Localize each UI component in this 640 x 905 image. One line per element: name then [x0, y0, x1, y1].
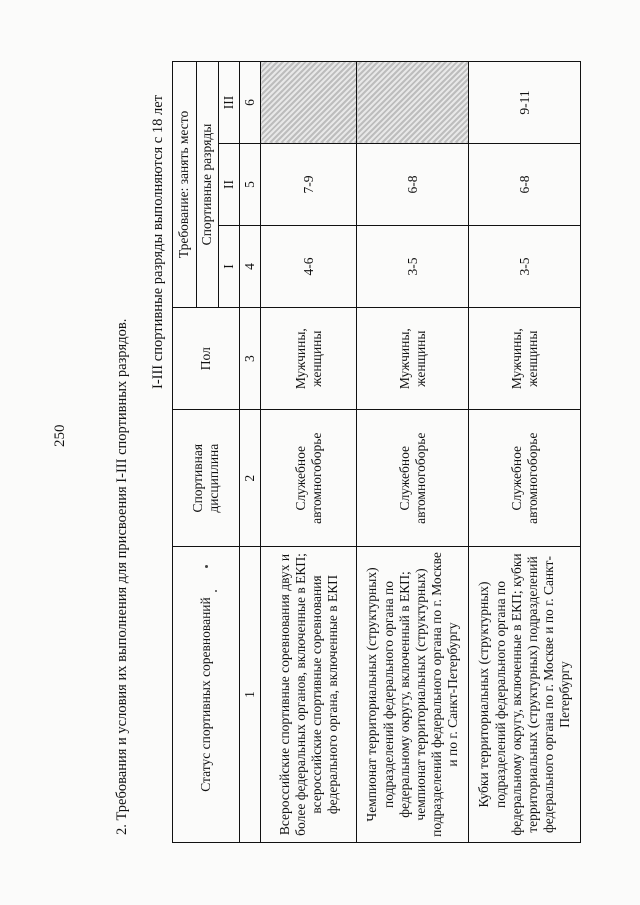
col-number: 4 — [240, 225, 261, 307]
row-status: Кубки территориальных (структурных) подразделений федерального органа по федеральному округу, включенные в ЕКП; кубки территориальных (структурных) подразделений федерального органа по г. Москве и по г. Санкт-Петербургу — [469, 547, 581, 843]
row-sex: Мужчины, женщины — [357, 307, 469, 409]
row-sex: Мужчины, женщины — [261, 307, 357, 409]
table-row — [469, 62, 581, 843]
col-number: 5 — [240, 144, 261, 226]
col-number: 3 — [240, 307, 261, 409]
rotated-content — [110, 55, 640, 855]
row-rank-1: 4-6 — [261, 225, 357, 307]
row-discipline: Служебное автомногоборье — [469, 410, 581, 547]
header-rank-1: I — [219, 225, 240, 307]
table-row — [357, 62, 469, 843]
header-ranks: Спортивные разряды — [197, 62, 219, 308]
row-rank-3-empty — [357, 62, 469, 144]
header-discipline: Спортивная дисциплина — [173, 410, 240, 547]
row-rank-1: 3-5 — [357, 225, 469, 307]
col-number: 2 — [240, 410, 261, 547]
row-rank-2: 6-8 — [469, 144, 581, 226]
row-rank-3: 9-11 — [469, 62, 581, 144]
header-sex: Пол — [173, 307, 240, 409]
header-rank-2: II — [219, 144, 240, 226]
col-number: 6 — [240, 62, 261, 144]
row-status: Чемпионат территориальных (структурных) подразделений федерального органа по федеральному округу, включенный в ЕКП; чемпионат территориальных (структурных) подразделений федерального органа по г. Москве и по г. Санкт-Петербургу — [357, 547, 469, 843]
table-row — [261, 62, 357, 843]
row-rank-3-empty — [261, 62, 357, 144]
row-rank-2: 7-9 — [261, 144, 357, 226]
col-number: 1 — [240, 547, 261, 843]
section-subheading: I-III спортивные разряды выполняются с 18 лет — [150, 95, 166, 390]
row-sex: Мужчины, женщины — [469, 307, 581, 409]
row-rank-1: 3-5 — [469, 225, 581, 307]
header-status: Статус спортивных соревнований — [173, 547, 240, 843]
header-requirement: Требование: занять место — [173, 62, 197, 308]
header-rank-3: III — [219, 62, 240, 144]
page-number: 250 — [52, 424, 68, 447]
ranks-table — [172, 61, 581, 843]
row-rank-2: 6-8 — [357, 144, 469, 226]
row-discipline: Служебное автомногоборье — [261, 410, 357, 547]
row-discipline: Служебное автомногоборье — [357, 410, 469, 547]
row-status: Всероссийские спортивные соревнования двух и более федеральных органов, включенные в ЕКП; всероссийские спортивные соревнования федерального органа, включенные в ЕКП — [261, 547, 357, 843]
section-heading: 2. Требования и условия их выполнения для присвоения I-III спортивных разрядов. — [114, 318, 130, 835]
